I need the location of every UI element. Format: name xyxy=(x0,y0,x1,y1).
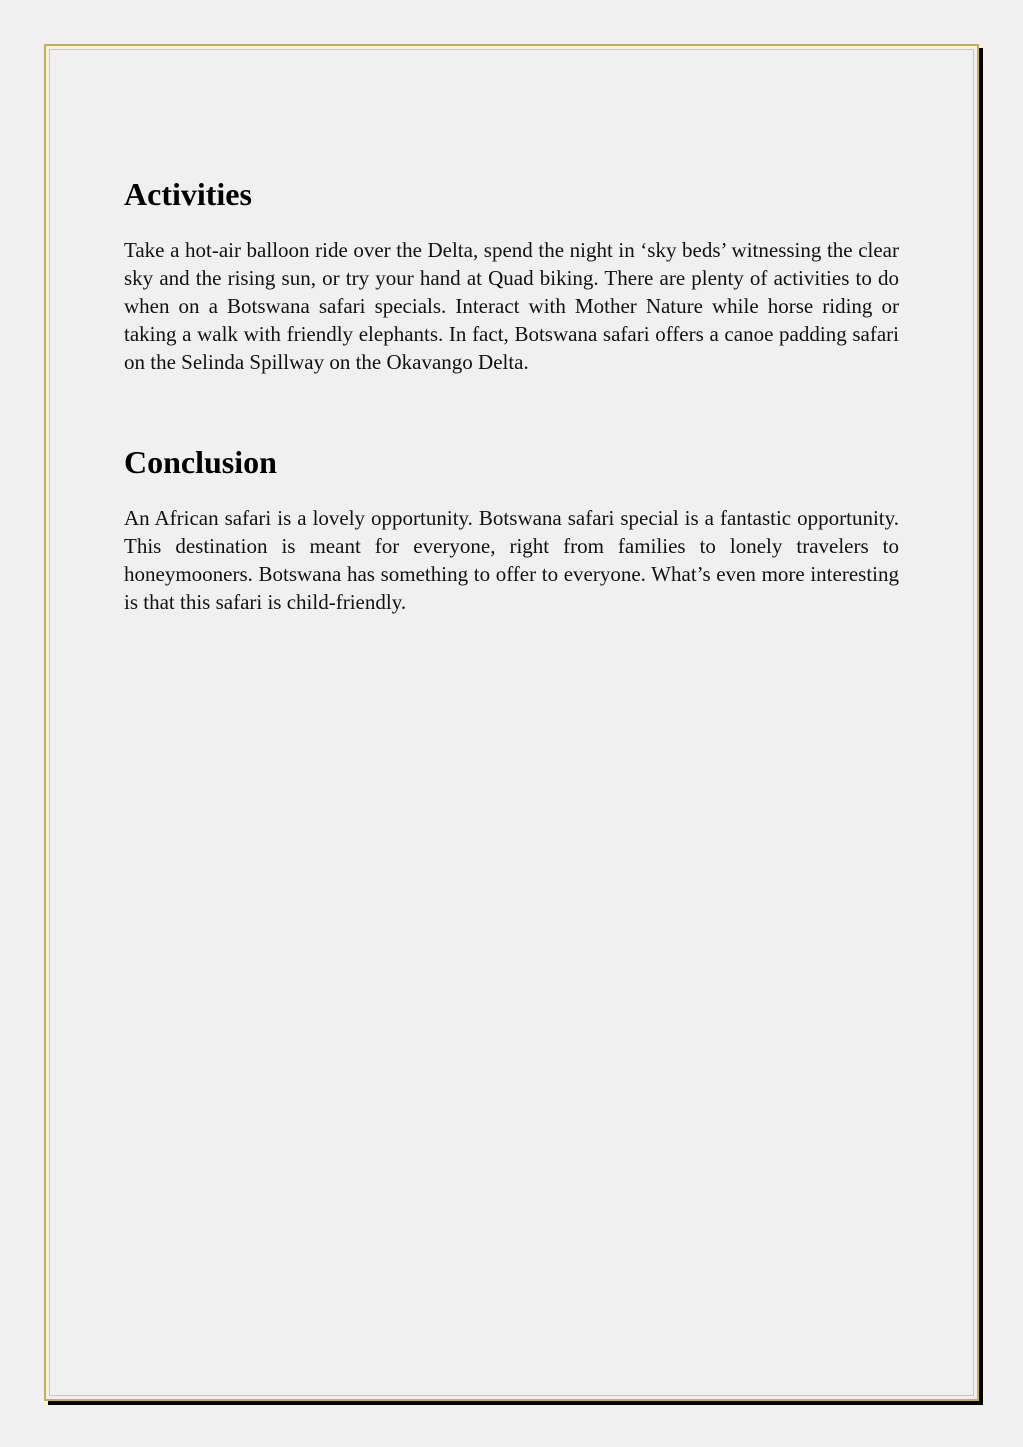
conclusion-heading: Conclusion xyxy=(124,444,277,480)
document-content xyxy=(124,172,899,616)
activities-heading: Activities xyxy=(124,176,252,212)
conclusion-paragraph: An African safari is a lovely opportunity. Botswana safari special is a fantastic opportunity. This destination is meant for everyone, right from families to lonely travelers to honeymooners. Botswana has something to offer to everyone. What’s even more interesting is that this safari is child-friendly. xyxy=(124,506,899,614)
section-activities xyxy=(124,172,899,376)
activities-paragraph: Take a hot-air balloon ride over the Delta, spend the night in ‘sky beds’ witnessing the clear sky and the rising sun, or try your hand at Quad biking. There are plenty of activities to do when on a Botswana safari specials. Interact with Mother Nature while horse riding or taking a walk with friendly elephants. In fact, Botswana safari offers a canoe padding safari on the Selinda Spillway on the Okavango Delta. xyxy=(124,238,899,374)
section-conclusion xyxy=(124,440,899,616)
